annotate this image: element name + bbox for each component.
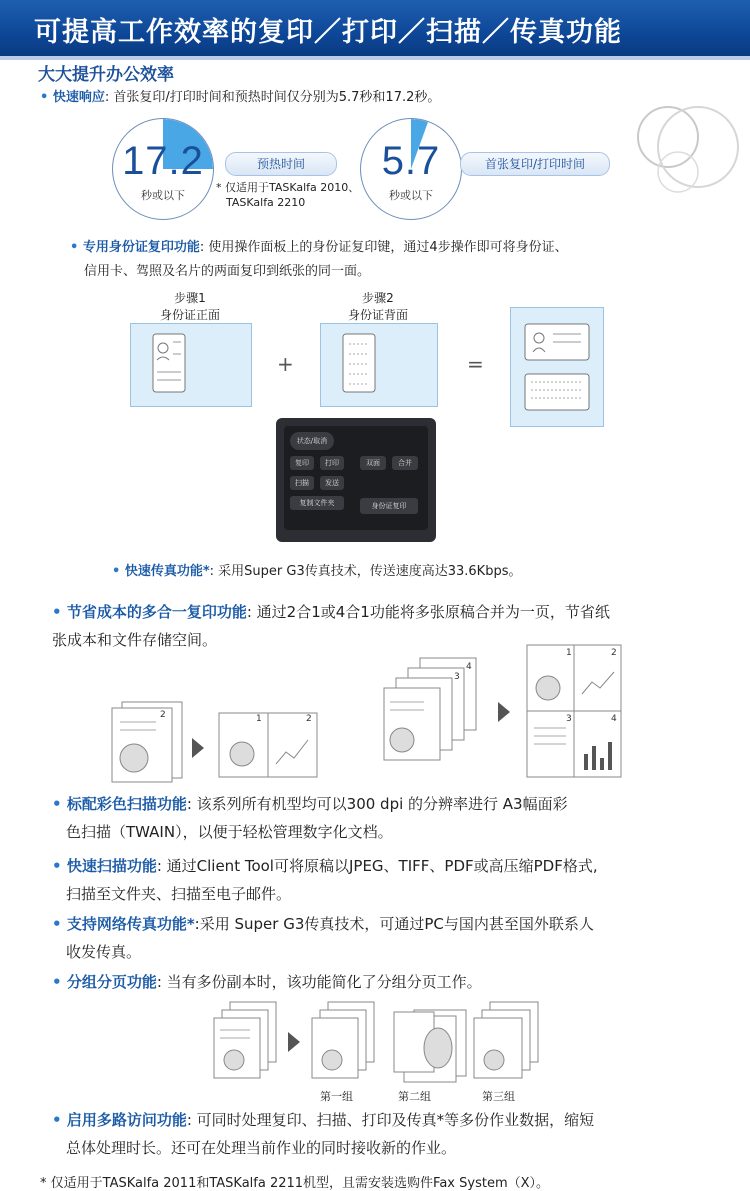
warmup-circle: [112, 118, 214, 220]
arrow-right-icon-2: [498, 702, 510, 722]
group-label-2: 第二组: [398, 1090, 431, 1103]
bullet-icon: •: [52, 795, 67, 813]
originals-2-stack-icon: [106, 700, 186, 784]
sort-group2-icon: [390, 1008, 470, 1084]
warmup-pill: 预热时间: [225, 152, 337, 176]
footnote: * 仅适用于TASKalfa 2011和TASKalfa 2211机型，且需安装选购件Fax System（X）。: [40, 1176, 550, 1191]
quick-response-line: • 快速响应: 首张复印/打印时间和预热时间仅分别为5.7秒和17.2秒。: [40, 90, 441, 105]
bullet-icon: •: [112, 564, 125, 579]
combined-page-2: 2: [306, 714, 312, 724]
color-scan-line1: • 标配彩色扫描功能: 该系列所有机型均可以300 dpi 的分辨率进行 A3幅面彩: [52, 795, 568, 813]
warmup-value: 17.2: [122, 139, 204, 183]
net-fax-line2: 收发传真。: [66, 943, 142, 961]
combined4-page-3: 3: [566, 714, 572, 724]
arrow-right-icon-3: [288, 1032, 300, 1052]
id-result-card: [510, 307, 604, 427]
panel-key-combine: 合并: [392, 456, 418, 470]
panel-key-duplex: 双面: [360, 456, 386, 470]
sort-line: • 分组分页功能: 当有多份副本时，该功能简化了分组分页工作。: [52, 973, 482, 991]
quick-scan-line1: • 快速扫描功能: 通过Client Tool可将原稿以JPEG、TIFF、PDF或高压缩PDF格式,: [52, 857, 598, 875]
group-label-3: 第三组: [482, 1090, 515, 1103]
plus-symbol: +: [277, 352, 294, 376]
step2-label: 步骤2 身份证背面: [347, 291, 408, 322]
panel-key-print: 打印: [320, 456, 344, 470]
equals-symbol: =: [467, 352, 484, 376]
combined4-page-4: 4: [611, 714, 617, 724]
quick-scan-line2: 扫描至文件夹、扫描至电子邮件。: [66, 885, 292, 903]
combined4-page-1: 1: [566, 648, 572, 658]
arrow-right-icon: [192, 738, 204, 758]
panel-key-send: 发送: [320, 476, 344, 490]
panel-key-scan: 扫描: [290, 476, 314, 490]
originals-4-stack-icon: [380, 656, 480, 766]
id-front-icon: [131, 324, 251, 406]
combined4-page-2: 2: [611, 648, 617, 658]
multi-access-line2: 总体处理时长。还可在处理当前作业的同时接收新的作业。: [66, 1139, 457, 1157]
bullet-icon: •: [52, 857, 67, 875]
panel-key-copy: 复印: [290, 456, 314, 470]
combined-4in1-icon: [526, 644, 622, 778]
bullet-icon: •: [52, 603, 67, 621]
first-copy-circle: [360, 118, 462, 220]
first-copy-value: 5.7: [381, 139, 441, 183]
step1-label: 步骤1 身份证正面: [159, 291, 220, 322]
bullet-icon: •: [52, 915, 67, 933]
section-subtitle: 大大提升办公效率: [38, 65, 174, 85]
id-copy-line2: 信用卡、驾照及名片的两面复印到纸张的同一面。: [84, 264, 371, 279]
bullet-icon: •: [70, 240, 83, 255]
id-back-icon: [321, 324, 437, 406]
panel-key-status: 状态/取消: [290, 432, 334, 450]
first-copy-caption: 秒或以下: [389, 189, 433, 202]
first-copy-pill: 首张复印/打印时间: [460, 152, 610, 176]
color-scan-line2: 色扫描（TWAIN），以便于轻松管理数字化文档。: [66, 823, 393, 841]
combined-2in1-icon: [218, 712, 318, 778]
bullet-icon: •: [52, 1111, 67, 1129]
id-back-card: [320, 323, 438, 407]
control-panel-image: [276, 418, 436, 542]
id-copy-line1: • 专用身份证复印功能: 使用操作面板上的身份证复印键，通过4步操作即可将身份证、: [70, 240, 568, 255]
net-fax-line1: • 支持网络传真功能*:采用 Super G3传真技术，可通过PC与国内甚至国外联系人: [52, 915, 594, 933]
multi-access-line1: • 启用多路访问功能: 可同时处理复印、扫描、打印及传真*等多份作业数据，缩短: [52, 1111, 595, 1129]
decorative-circles: [628, 92, 748, 202]
combine-line2: 张成本和文件存储空间。: [52, 631, 218, 649]
sort-group1-icon: [308, 1000, 378, 1082]
id-front-card: [130, 323, 252, 407]
panel-key-folder: 复制文件夹: [290, 496, 344, 510]
warmup-note: * 仅适用于TASKalfa 2010、 TASKalfa 2210: [216, 181, 360, 209]
bullet-icon: •: [40, 90, 53, 105]
stack4-page-3: 3: [454, 672, 460, 682]
page-title: 可提高工作效率的复印／打印／扫描／传真功能: [34, 17, 622, 48]
stack4-page-4: 4: [466, 662, 472, 672]
bullet-icon: •: [52, 973, 67, 991]
warmup-caption: 秒或以下: [141, 189, 185, 202]
sort-group3-icon: [468, 1000, 544, 1082]
group-label-1: 第一组: [320, 1090, 353, 1103]
combined-page-1: 1: [256, 714, 262, 724]
fax-line: • 快速传真功能*: 采用Super G3传真技术，传送速度高达33.6Kbps。: [112, 564, 522, 579]
sort-originals-icon: [210, 1000, 280, 1082]
combine-line1: • 节省成本的多合一复印功能: 通过2合1或4合1功能将多张原稿合并为一页，节省纸: [52, 603, 610, 621]
stack-page-2: 2: [160, 710, 166, 720]
panel-key-idcopy: 身份证复印: [360, 498, 418, 514]
id-result-icon: [511, 308, 603, 426]
